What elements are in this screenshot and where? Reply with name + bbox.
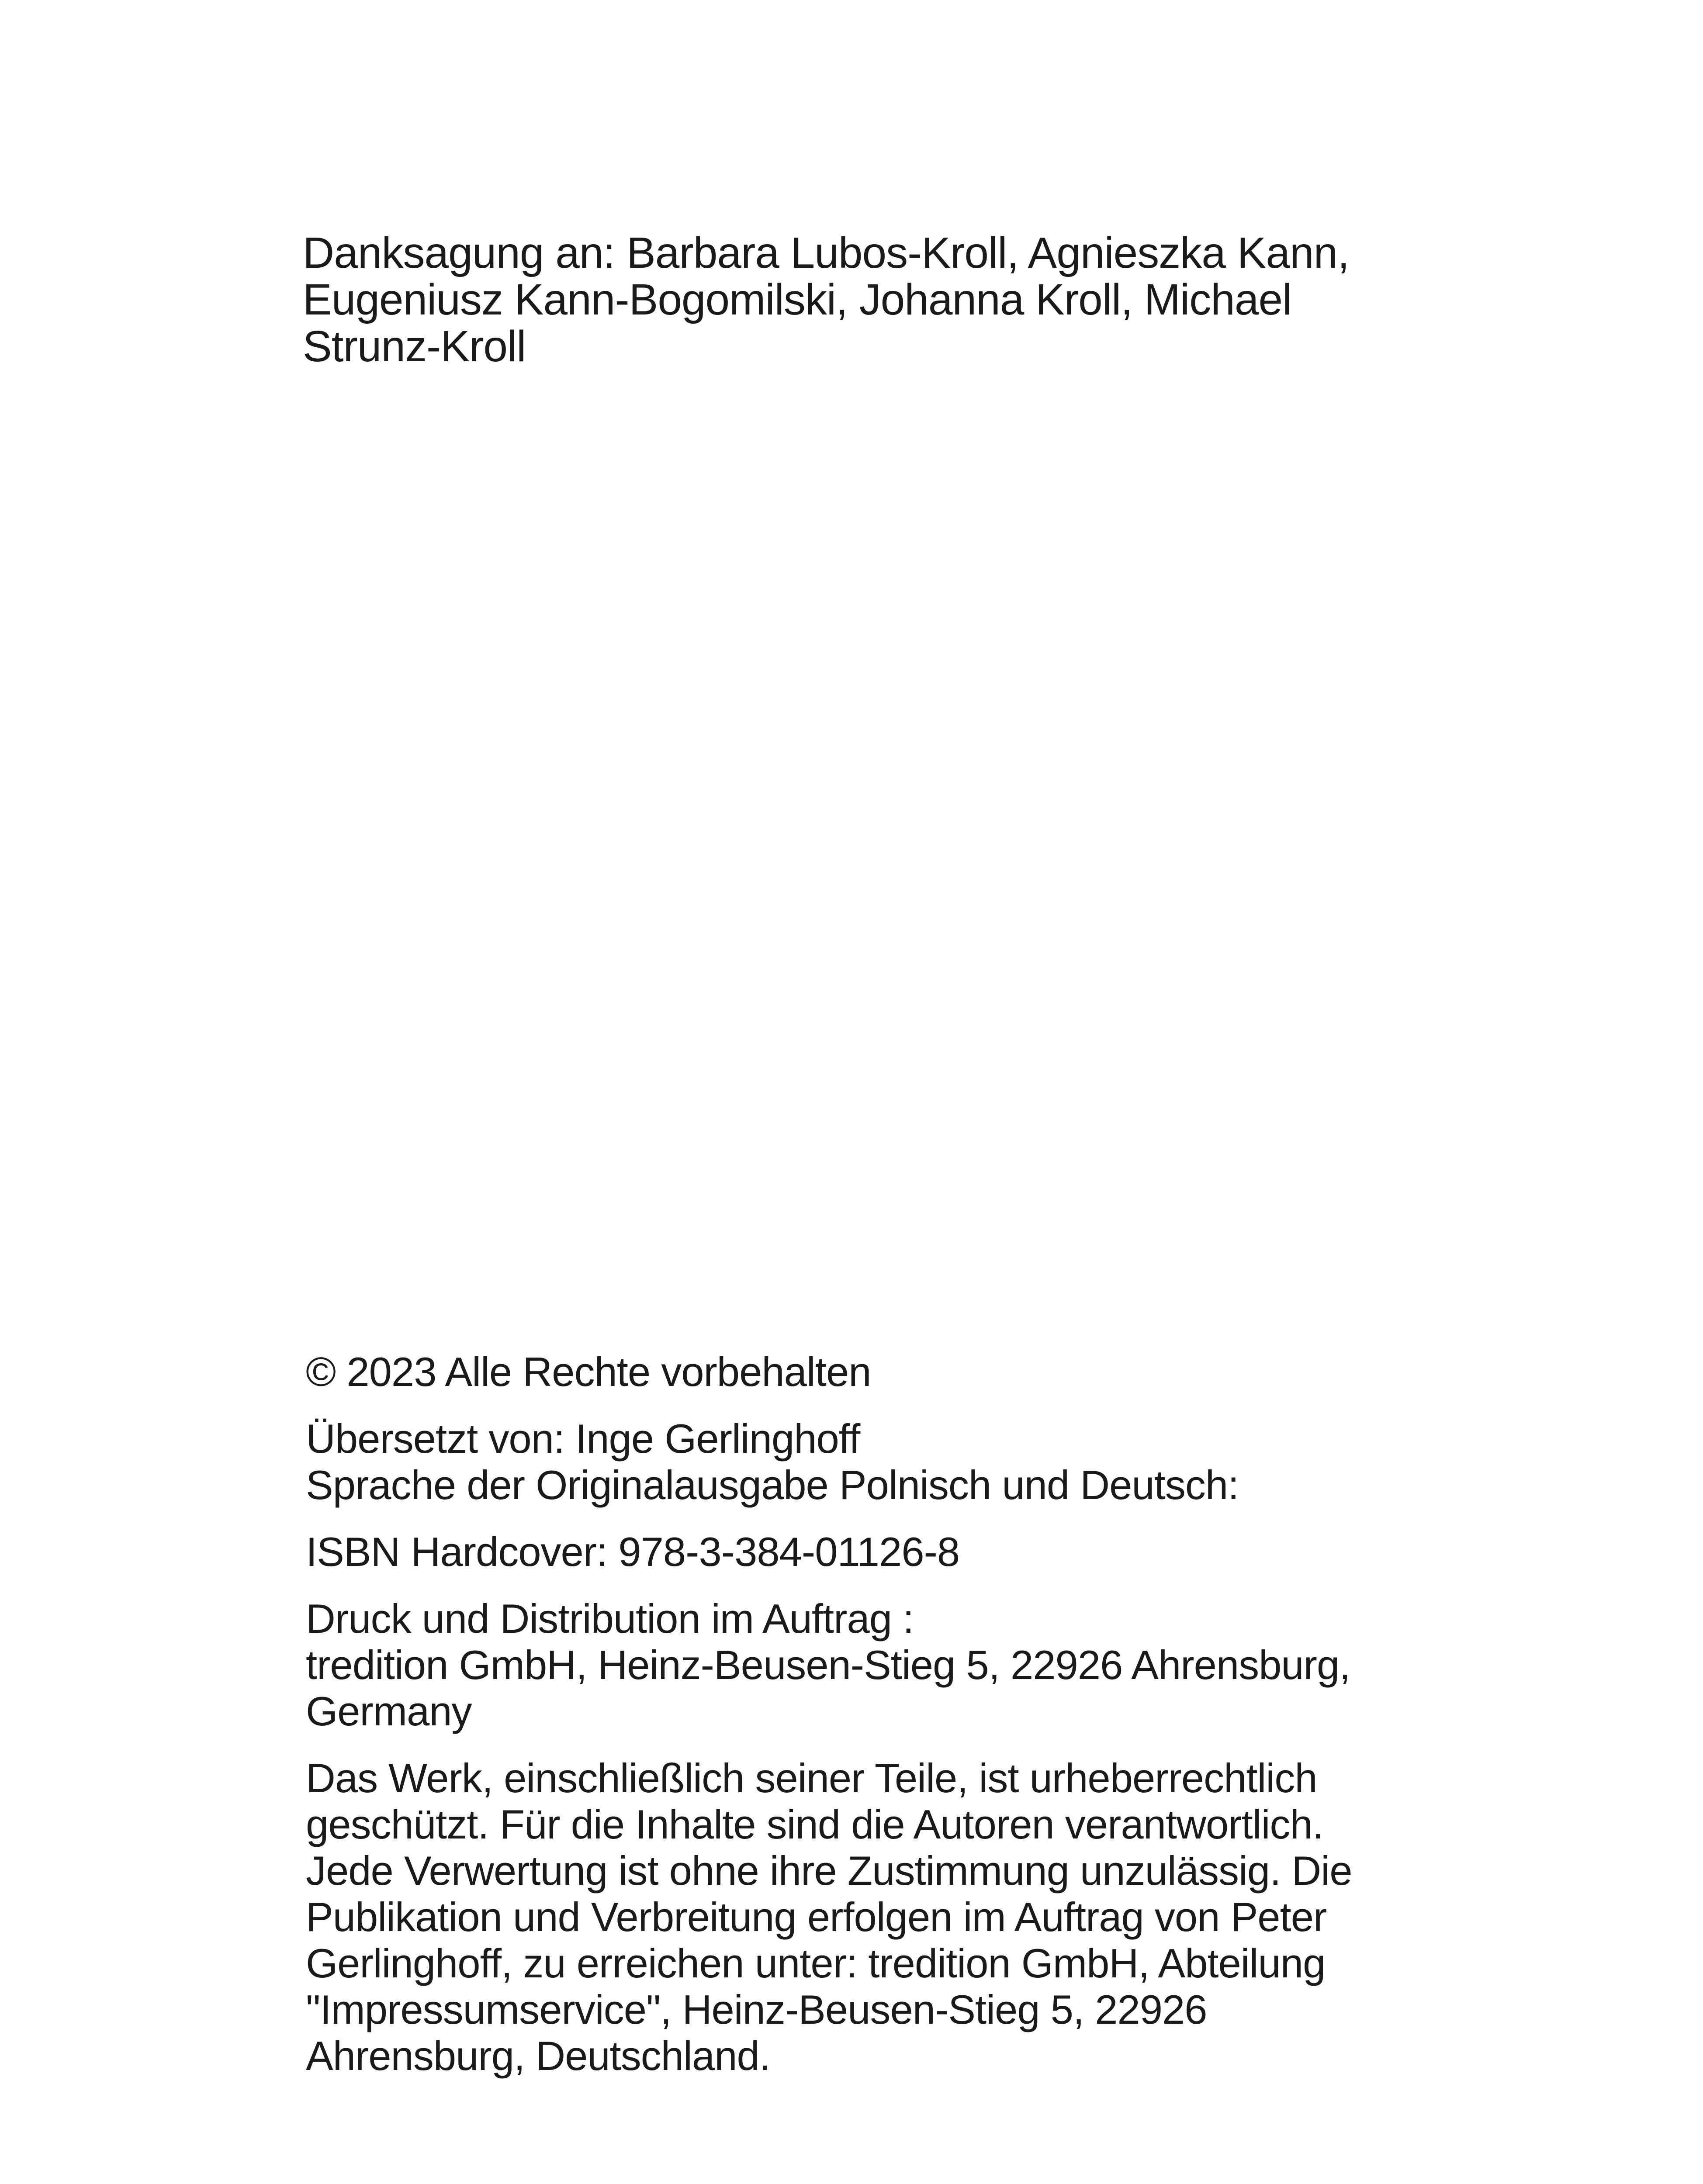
legal-line: Jede Verwertung ist ohne ihre Zustimmung unzulässig. Die xyxy=(306,1848,1352,1894)
isbn-line: ISBN Hardcover: 978-3-384-01126-8 xyxy=(306,1529,960,1575)
dedication-block xyxy=(303,230,1421,370)
printing-line: Druck und Distribution im Auftrag : xyxy=(306,1596,914,1641)
dedication-line: Strunz-Kroll xyxy=(303,322,526,371)
legal-line: "Impressumservice", Heinz-Beusen-Stieg 5, 22926 xyxy=(306,1987,1207,2032)
copyright-line: © 2023 Alle Rechte vorbehalten xyxy=(306,1349,871,1395)
legal-line: Das Werk, einschließlich seiner Teile, ist urheberrechtlich xyxy=(306,1755,1317,1801)
legal-line: Gerlinghoff, zu erreichen unter: tredition GmbH, Abteilung xyxy=(306,1940,1326,1986)
legal-line: geschützt. Für die Inhalte sind die Autoren verantwortlich. xyxy=(306,1801,1323,1847)
translation-info xyxy=(306,1416,1407,1508)
translator-line: Übersetzt von: Inge Gerlinghoff xyxy=(306,1416,860,1462)
printing-line: tredition GmbH, Heinz-Beusen-Stieg 5, 22926 Ahrensburg, xyxy=(306,1642,1350,1688)
legal-line: Publikation und Verbreitung erfolgen im Auftrag von Peter xyxy=(306,1894,1327,1940)
original-language-line: Sprache der Originalausgabe Polnisch und Deutsch: xyxy=(306,1462,1239,1508)
copyright-notice xyxy=(306,1349,1407,1395)
printing-line: Germany xyxy=(306,1688,472,1734)
imprint-block xyxy=(306,1349,1407,2100)
legal-line: Ahrensburg, Deutschland. xyxy=(306,2033,770,2079)
printing-info xyxy=(306,1596,1407,1735)
legal-notice xyxy=(306,1755,1407,2079)
dedication-line: Danksagung an: Barbara Lubos-Kroll, Agnieszka Kann, xyxy=(303,228,1349,277)
dedication-line: Eugeniusz Kann-Bogomilski, Johanna Kroll, Michael xyxy=(303,275,1292,324)
isbn-info xyxy=(306,1529,1407,1575)
dedication-text xyxy=(303,230,1421,370)
